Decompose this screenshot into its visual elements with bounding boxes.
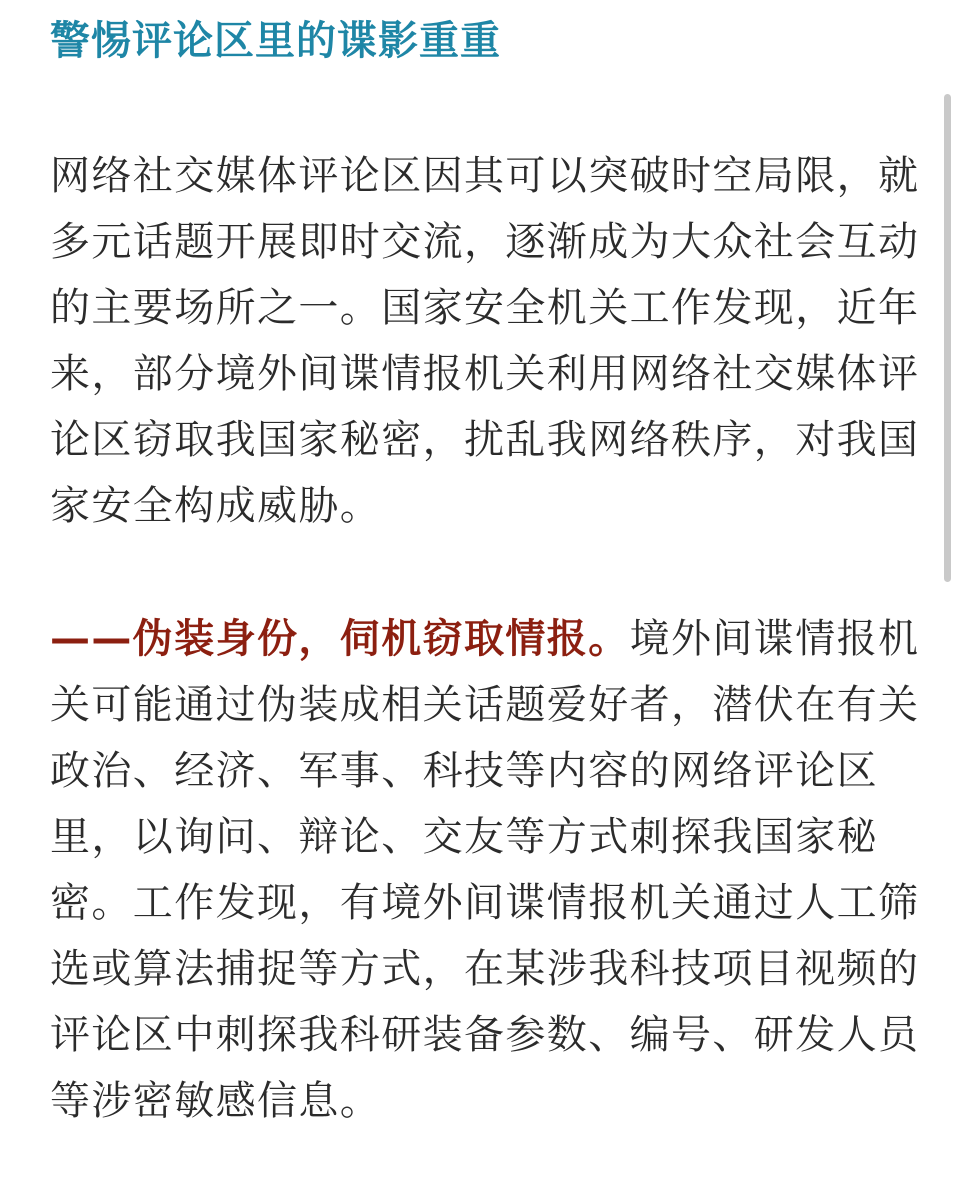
paragraph-disguise	[50, 606, 922, 1134]
paragraph-body-text: 境外间谍情报机关可能通过伪装成相关话题爱好者，潜伏在有关政治、经济、军事、科技等内容的网络评论区里，以询问、辩论、交友等方式刺探我国家秘密。工作发现，有境外间谍情报机关通过人工筛选或算法捕捉等方式，在某涉我科技项目视频的评论区中刺探我科研装备参数、编号、研发人员等涉密敏感信息。	[50, 616, 920, 1124]
paragraph-intro: 网络社交媒体评论区因其可以突破时空局限，就多元话题开展即时交流，逐渐成为大众社会互动的主要场所之一。国家安全机关工作发现，近年来，部分境外间谍情报机关利用网络社交媒体评论区窃取我国家秘密，扰乱我网络秩序，对我国家安全构成威胁。	[50, 153, 920, 529]
scrollbar-thumb[interactable]	[944, 94, 951, 582]
paragraph-emphasis-title: ——伪装身份，伺机窃取情报。	[50, 616, 630, 662]
article-heading: 警惕评论区里的谍影重重	[50, 18, 501, 64]
